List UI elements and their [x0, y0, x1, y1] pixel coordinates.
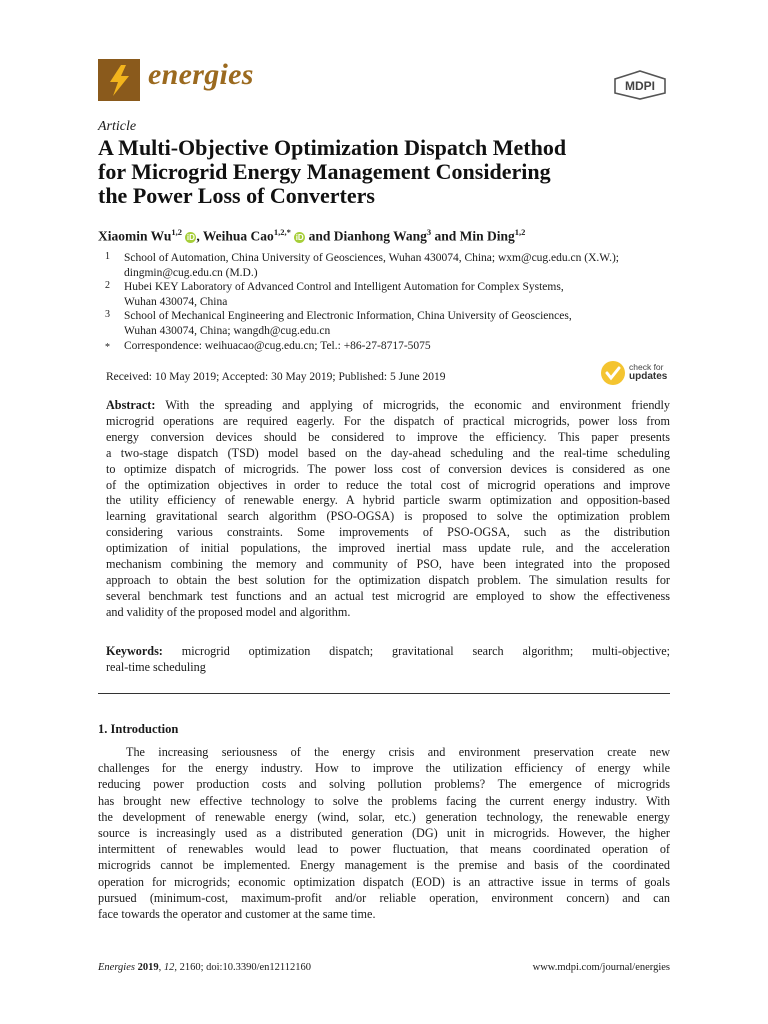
footer-journal: Energies [98, 962, 135, 973]
author-name: Xiaomin Wu [98, 228, 172, 244]
paragraph-line: reducing power production costs and solving pollution problems? The emergence of microgrids [98, 777, 670, 792]
abstract-line: energy conversion devices should be considered to improve the efficiency. This paper presents [106, 429, 670, 444]
publisher-logo-text: MDPI [625, 79, 655, 93]
author-affiliation-sup: 3 [426, 227, 432, 237]
abstract-line: considering various constraints. Some improvements of PSO-OGSA, such as the distribution [106, 525, 670, 540]
orcid-icon[interactable]: iD [186, 232, 195, 242]
author-name: , Weihua Cao [196, 228, 274, 244]
paragraph-line: microgrids cannot be implemented. Energy management is the premise and basis of the coordinated [98, 858, 670, 873]
abstract-line: the utility efficiency of renewable energy. A hybrid particle swarm optimization and opposition-based [106, 493, 670, 508]
keywords-line: real-time scheduling [106, 660, 206, 674]
affiliation-number: 1 [105, 251, 110, 262]
footer-citation: Energies 2019, 12, 2160; doi:10.3390/en12112160 [98, 962, 312, 973]
author-affiliation-sup: 1,2 [514, 227, 526, 237]
paragraph-line: face towards the operator and customer at the same time. [98, 907, 376, 922]
author-list [98, 227, 525, 245]
affiliation-number: 3 [105, 309, 110, 320]
paragraph-line: challenges for the energy industry. How to improve the utilization efficiency of energy while [98, 761, 670, 776]
author-affiliation-sup: 1,2 [171, 227, 183, 237]
title-line: the Power Loss of Converters [98, 183, 375, 208]
journal-url-link[interactable]: www.mdpi.com/journal/energies [532, 962, 670, 973]
abstract-line: learning gravitational search algorithm (PSO-OGSA) is proposed to solve the optimization problem [106, 509, 670, 524]
paragraph-line: source is increasingly used as a distributed generation (DG) unit in microgrids. However, the higher [98, 826, 670, 841]
publication-dates: Received: 10 May 2019; Accepted: 30 May 2019; Published: 5 June 2019 [106, 371, 446, 383]
paragraph-line: intermittent of renewables would lead to power fluctuation, that means coordinated operation of [98, 842, 670, 857]
abstract-line: of the optimization objectives in order to reduce the total cost of microgrid operations and improve [106, 477, 670, 492]
footer-year: 2019 [134, 962, 159, 973]
check-updates-line1: check for [629, 362, 664, 372]
check-updates-line2: updates [629, 371, 668, 382]
paragraph-line: pursued (minimum-cost, maximum-profit and/or reliable operation, environment concern) and can [98, 890, 670, 905]
author-affiliation-sup: 1,2,* [273, 227, 291, 237]
footer-volume: 12 [163, 962, 175, 973]
paragraph-line: The increasing seriousness of the energy crisis and environment preservation create new [126, 745, 670, 759]
abstract-line: optimization of initial populations, the improved inertial mass update rule, and the acceleration [106, 541, 670, 556]
affiliation-text: School of Mechanical Engineering and Electronic Information, China University of Geosciences, Wuhan 430074, China; wangdh@cug.edu.cn [124, 310, 572, 337]
check-updates-icon [601, 361, 625, 385]
journal-name: energies [148, 58, 254, 91]
keywords-line: Keywords: microgrid optimization dispatch; gravitational search algorithm; multi-objective; [106, 644, 670, 658]
journal-logo [98, 59, 140, 101]
orcid-icon[interactable]: iD [295, 232, 304, 242]
author-name: and Dianhong Wang [305, 228, 427, 244]
check-for-updates-badge[interactable] [601, 361, 673, 387]
paragraph-line: has brought new effective technology to solve the problems facing the current energy industry. With [98, 793, 670, 808]
publisher-logo [612, 70, 668, 100]
abstract-line: approach to obtain the best solution for the optimization dispatch problem. The simulation results for [106, 572, 670, 587]
paper-title [98, 136, 678, 208]
abstract-line: a two-stage dispatch (TSD) model based on the day-ahead scheduling and the real-time scheduling [106, 445, 670, 460]
section-heading: 1. Introduction [98, 722, 179, 736]
abstract [106, 398, 670, 621]
footer-doi: , 2160; doi:10.3390/en12112160 [174, 962, 312, 973]
affiliation-number: * [105, 342, 110, 353]
abstract-line: Abstract: With the spreading and applying of microgrids, the economic and environment friendly [106, 398, 670, 412]
author-name: and Min Ding [431, 228, 515, 244]
abstract-line: to optimize dispatch of microgrids. The power loss cost of conversion devices is considered as one [106, 461, 670, 476]
section-divider [98, 693, 670, 694]
abstract-line: microgrid operations are required eagerly. For the dispatch of practical microgrids, power loss from [106, 413, 670, 428]
abstract-label: Abstract: [106, 398, 156, 412]
title-line: for Microgrid Energy Management Considering [98, 159, 551, 184]
affiliation-text: Hubei KEY Laboratory of Advanced Control and Intelligent Automation for Complex Systems, Wuhan 430074, China [124, 281, 564, 308]
abstract-line: several benchmark test functions and an actual test microgrid are employed to show the effectiveness [106, 588, 670, 603]
affiliation-text: School of Automation, China University of Geosciences, Wuhan 430074, China; wxm@cug.edu.cn (X.W.); dingmin@cug.edu.cn (M.D.) [124, 252, 619, 279]
abstract-line: and validity of the proposed model and algorithm. [106, 604, 351, 619]
title-line: A Multi-Objective Optimization Dispatch Method [98, 135, 567, 160]
article-type: Article [98, 119, 137, 134]
keywords [106, 643, 670, 675]
keywords-label: Keywords: [106, 644, 163, 658]
introduction-paragraph [98, 744, 670, 922]
abstract-line: mechanism combining the memory and community of PSO, have been integrated into the proposed [106, 557, 670, 572]
paragraph-line: the development of renewable energy (wind, solar, etc.) generation technology, the renewable energy [98, 809, 670, 824]
correspondence-text: Correspondence: weihuacao@cug.edu.cn; Tel.: +86-27-8717-5075 [124, 340, 431, 352]
affiliation-number: 2 [105, 280, 110, 291]
lightning-icon [98, 59, 140, 101]
paragraph-line: operation for microgrids; economic optimization dispatch (EOD) is an attractive issue in terms of goals [98, 874, 670, 889]
